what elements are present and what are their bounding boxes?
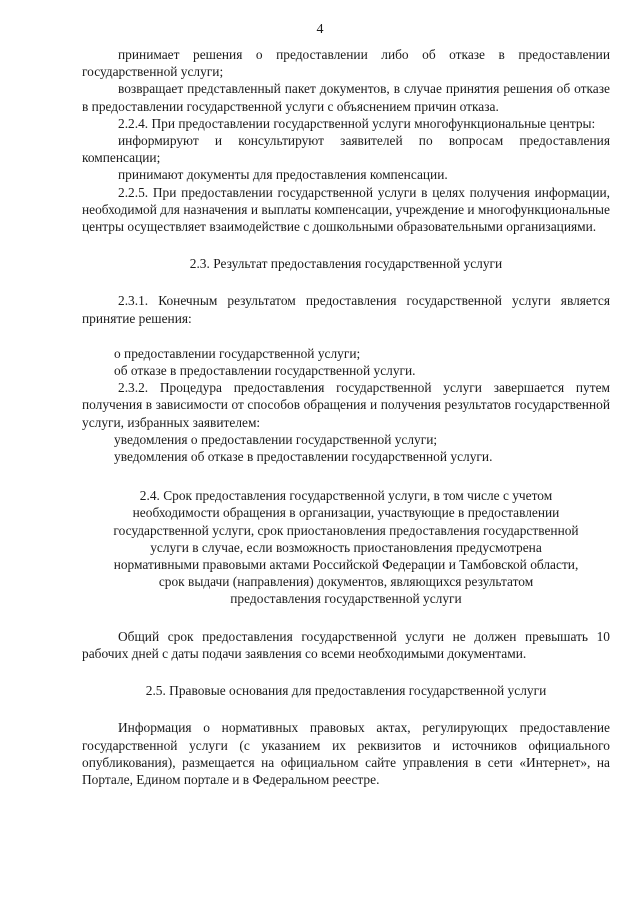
- heading-line: срок выдачи (направления) документов, являющихся результатом: [158, 574, 534, 590]
- paragraph: информируют и консультируют заявителей по вопросам предоставления компенсации;: [82, 133, 610, 166]
- section-heading: 2.3. Результат предоставления государственной услуги: [189, 256, 503, 272]
- paragraph: Информация о нормативных правовых актах, регулирующих предоставление государственной услуги (с указанием их реквизитов и источников официального опубликования), размещается на официальном сайте управления в сети «Интернет», на Портале, Едином портале и в Федеральном реестре.: [82, 720, 610, 787]
- paragraph: о предоставлении государственной услуги;: [114, 345, 361, 361]
- section-heading: 2.5. Правовые основания для предоставления государственной услуги: [145, 683, 547, 699]
- paragraph: принимают документы для предоставления компенсации.: [118, 167, 448, 183]
- paragraph: уведомления о предоставлении государственной услуги;: [114, 431, 438, 447]
- heading-line: необходимости обращения в организации, участвующие в предоставлении: [132, 505, 560, 521]
- paragraph: принимает решения о предоставлении либо об отказе в предоставлении государственной услуги;: [82, 47, 610, 80]
- paragraph: Общий срок предоставления государственной услуги не должен превышать 10 рабочих дней с даты подачи заявления со всеми необходимыми документами.: [82, 628, 610, 661]
- heading-line: государственной услуги, срок приостановления предоставления государственной: [113, 522, 579, 538]
- paragraph: возвращает представленный пакет документов, в случае принятия решения об отказе в предоставлении государственной услуги с объяснением причин отказа.: [82, 81, 610, 114]
- heading-line: услуги в случае, если возможность приостановления предусмотрена: [150, 539, 542, 555]
- heading-line: 2.4. Срок предоставления государственной услуги, в том числе с учетом: [139, 488, 553, 504]
- heading-line: предоставления государственной услуги: [230, 591, 462, 607]
- section-heading: [82, 487, 610, 607]
- paragraph: 2.3.2. Процедура предоставления государственной услуги завершается путем получения в зависимости от способов обращения и получения результатов государственной услуги, избранных заявителем:: [82, 380, 610, 430]
- page-number: 4: [316, 22, 324, 37]
- paragraph: об отказе в предоставлении государственной услуги.: [114, 363, 416, 379]
- paragraph: 2.2.5. При предоставлении государственной услуги в целях получения информации, необходимой для назначения и выплаты компенсации, учреждение и многофункциональные центры осуществляет взаимодействие с дошкольными образовательными организациями.: [82, 184, 610, 235]
- paragraph: уведомления об отказе в предоставлении государственной услуги.: [114, 449, 493, 465]
- paragraph: 2.2.4. При предоставлении государственной услуги многофункциональные центры:: [118, 115, 596, 131]
- heading-line: нормативными правовыми актами Российской Федерации и Тамбовской области,: [113, 557, 579, 573]
- paragraph: 2.3.1. Конечным результатом предоставления государственной услуги является принятие решения:: [82, 293, 610, 326]
- document-body: [82, 46, 610, 788]
